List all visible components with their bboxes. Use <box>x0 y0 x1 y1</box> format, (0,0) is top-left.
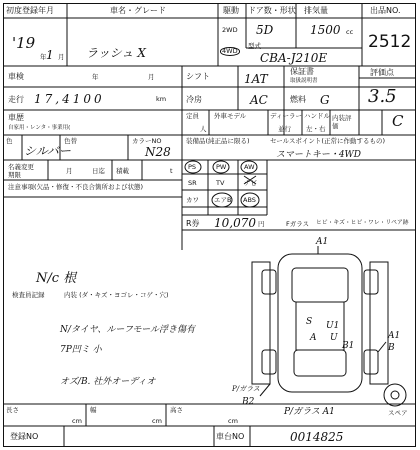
right-side-view <box>370 262 388 384</box>
height-unit: cm <box>228 417 238 425</box>
model-label: 型式 <box>248 42 261 50</box>
interior-label: 内装評価 <box>332 114 352 131</box>
wheel-front-right <box>364 270 378 294</box>
color-no-label: カラーNO <box>132 137 162 145</box>
warranty-sub: 取扱説明書 <box>290 78 318 84</box>
length-label: 長さ <box>6 406 19 414</box>
reg-no-label: 登録NO <box>10 432 39 441</box>
wheel-front-left <box>262 270 276 294</box>
seats-unit: 人 <box>200 125 207 133</box>
fuel-value: G <box>320 93 330 107</box>
mileage-label: 走行 <box>8 95 24 104</box>
shift-value: 1AT <box>244 72 268 86</box>
drive-4wd: 4WD <box>222 47 238 55</box>
width-unit: cm <box>152 417 162 425</box>
note-2: N/タイヤ、ルーフモール浮き傷有 <box>60 325 196 335</box>
length-unit: cm <box>72 417 82 425</box>
score-label: 評価点 <box>370 68 394 77</box>
inspect-label: 車検 <box>8 72 24 81</box>
equip-aw: AW <box>244 163 255 171</box>
inspect-year-unit: 年 <box>92 73 99 81</box>
recycle-value: 10,070 <box>214 216 256 230</box>
doors-value: 5D <box>256 23 274 37</box>
wheel-rear-left <box>262 350 276 374</box>
equip-airbag: エアB <box>214 196 232 204</box>
equip-abs: ABS <box>243 196 256 204</box>
color-value: シルバー <box>24 144 71 158</box>
width-label: 幅 <box>90 406 97 414</box>
recycle-unit: 円 <box>258 220 265 228</box>
mark-u1: U1 <box>326 321 340 331</box>
change-day-unit: 日迄 <box>92 167 105 175</box>
first-reg-month: 1 <box>46 48 54 62</box>
windshield <box>292 268 348 302</box>
mark-bottom-mid: P/ガラス A1 <box>284 407 335 417</box>
left-side-view <box>252 262 270 384</box>
equipment-label: 装備品(純正品に限る) <box>186 137 250 145</box>
warranty-label: 保証書 <box>290 67 314 76</box>
mark-a1-right: A1 <box>388 331 401 341</box>
score-value: 3.5 <box>368 86 397 107</box>
wheel-rear-right <box>364 350 378 374</box>
mark-b2: B2 <box>242 397 255 407</box>
title-change-label: 名義変更 <box>8 163 34 171</box>
mark-b1: B1 <box>342 341 355 351</box>
doors-shape-label: ドア数・形状 <box>248 6 296 15</box>
history-label: 車歴 <box>8 113 24 122</box>
spare-label: スペア <box>388 409 408 417</box>
pointer-rear-right <box>378 342 386 352</box>
pointer-rear-left <box>260 384 270 396</box>
drive-2wd: 2WD <box>222 26 238 34</box>
fuel-label: 燃料 <box>290 95 306 104</box>
caution-label: 注意事項(欠品・修復・不良合箇所および状態) <box>8 183 144 191</box>
drive-label: 駆動 <box>223 6 239 15</box>
load-label: 積載 <box>116 167 129 175</box>
inspector-sub: 内装 (ダ・キズ・ヨゴレ・コゲ・穴) <box>64 291 169 299</box>
equip-sr: SR <box>188 179 197 187</box>
mark-s: S <box>306 317 313 327</box>
km-unit: km <box>156 95 167 103</box>
handle-sub: 左・右 <box>306 125 326 133</box>
displacement-label: 排気量 <box>304 6 328 15</box>
spare-tire-hub <box>391 391 399 399</box>
dealer-label: ディーラー <box>270 112 302 120</box>
seats-label: 定員 <box>186 112 199 120</box>
note-3: 7P凹ミ 小 <box>60 345 102 355</box>
interior-value: C <box>392 112 404 130</box>
color-label: 色 <box>6 137 13 145</box>
rear-window <box>294 350 346 376</box>
displacement-unit: cc <box>346 28 354 36</box>
selling-value: スマートキー・4WD <box>276 150 362 160</box>
car-body-outline <box>278 254 362 392</box>
shift-label: シフト <box>186 72 210 81</box>
month-unit: 月 <box>58 53 65 61</box>
first-reg-year: '19 <box>12 34 36 52</box>
exterior-model-label: 外車モデル <box>214 112 247 120</box>
lot-no-label: 出品NO. <box>370 6 401 15</box>
ton-unit: t <box>170 167 173 175</box>
first-reg-label: 初度登録年月 <box>6 6 54 15</box>
year-unit: 年 <box>40 53 47 61</box>
mark-a-left: A <box>310 333 317 343</box>
note-4: オズ/B. 社外オーディオ <box>60 377 156 387</box>
car-name-value: ラッシュ X <box>86 46 146 60</box>
height-label: 高さ <box>170 406 183 414</box>
change-month-unit: 月 <box>66 167 73 175</box>
equip-tv: TV <box>216 179 225 187</box>
ac-label: 冷房 <box>186 95 202 104</box>
frame-sub: ヒビ・キズ・ヒビ・ワレ・リペア跡 <box>316 220 409 226</box>
color-sub: 色替 <box>64 137 77 145</box>
mark-u: U <box>330 333 338 343</box>
lot-no-value: 2512 <box>368 32 412 52</box>
handle-label: ハンドル <box>304 112 330 120</box>
equip-navi: ナビ <box>244 179 257 187</box>
mark-a1-top: A1 <box>316 237 329 247</box>
equip-leather: カワ <box>186 196 199 204</box>
name-grade-label: 車名・グレード <box>110 6 166 15</box>
equip-pw: PW <box>216 163 227 171</box>
frame-label: Fガラス <box>286 220 310 228</box>
equip-ps: PS <box>188 163 197 171</box>
recycle-label: R券 <box>186 219 200 228</box>
model-value: CBA-J210E <box>260 51 328 65</box>
chassis-label: 車台NO <box>216 432 245 441</box>
ac-value: AC <box>250 93 268 107</box>
color-no-value: N28 <box>145 145 171 159</box>
mark-b: B <box>388 343 395 353</box>
spare-tire-outline <box>384 384 406 406</box>
selling-label: セールスポイント(正常に作動するもの) <box>270 137 385 145</box>
history-sub: 自家用・レンタ・事業用( <box>8 125 71 131</box>
mark-bottom-left: P/ガラス <box>232 385 260 393</box>
displacement-value: 1500 <box>310 23 341 37</box>
inspector-label: 検査員記録 <box>12 291 45 299</box>
chassis-value: 0014825 <box>290 430 344 444</box>
deadline-label: 期限 <box>8 171 21 179</box>
dealer-sub: 並行 <box>278 125 291 133</box>
note-1: N/c 根 <box>36 271 77 286</box>
mileage-value: 17,4100 <box>34 92 105 106</box>
inspect-month-unit: 月 <box>148 73 155 81</box>
